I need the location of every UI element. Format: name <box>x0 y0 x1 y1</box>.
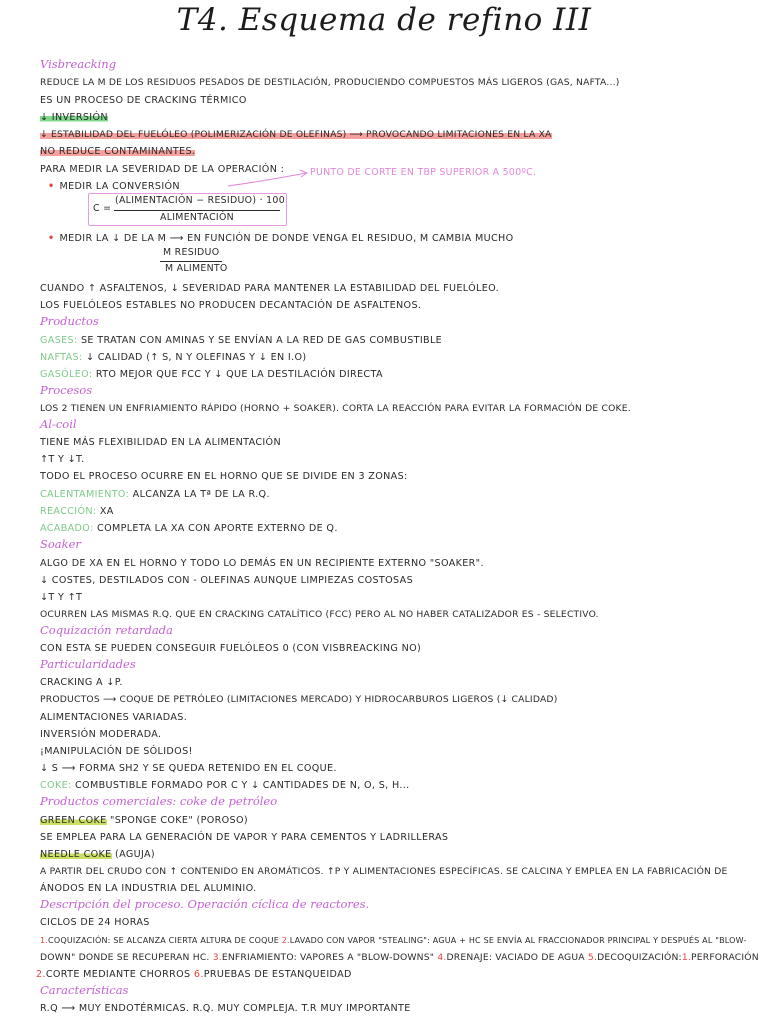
note-line: CALENTAMIENTO: ALCANZA LA Tª DE LA R.Q. <box>40 489 270 500</box>
fraction-bar <box>114 210 280 211</box>
note-line: ↑T Y ↓T. <box>40 454 85 465</box>
bullet-icon: • <box>48 233 55 244</box>
note-line: ↓T Y ↑T <box>40 592 83 603</box>
note-line: COKE: COMBUSTIBLE FORMADO POR C Y ↓ CANTIDADES DE N, O, S, H... <box>40 780 410 791</box>
label-green: REACCIÓN: <box>40 506 97 517</box>
note-line: R.Q ⟶ MUY ENDOTÉRMICAS. R.Q. MUY COMPLEJA. T.R MUY IMPORTANTE <box>40 1003 411 1014</box>
heading-comerciales: Productos comerciales: coke de petróleo <box>40 794 278 808</box>
note-line: GASÓLEO: RTO MEJOR QUE FCC Y ↓ QUE LA DESTILACIÓN DIRECTA <box>40 369 383 380</box>
highlighted-text: NEEDLE COKE <box>40 849 112 860</box>
heading-alcoil: Al-coil <box>40 417 77 431</box>
note-line: ÁNODOS EN LA INDUSTRIA DEL ALUMINIO. <box>40 883 257 894</box>
formula-label: C = <box>93 203 112 214</box>
cycle-steps-line: 1.COQUIZACIÓN: SE ALCANZA CIERTA ALTURA DE COQUE 2.LAVADO CON VAPOR "STEALING": AGUA + HC SE ENVÍA AL FRACCIONADOR PRINCIPAL Y DESPUÉS AL "BLOW- <box>40 936 747 945</box>
note-line: TIENE MÁS FLEXIBILIDAD EN LA ALIMENTACIÓN <box>40 437 281 448</box>
note-line: NAFTAS: ↓ CALIDAD (↑ S, N Y OLEFINAS Y ↓ EN I.O) <box>40 352 307 363</box>
cycle-steps-line: 2.CORTE MEDIANTE CHORROS 6.PRUEBAS DE ESTANQUEIDAD <box>36 969 352 980</box>
heading-particularidades: Particularidades <box>40 657 136 671</box>
highlighted-text: ↓ INVERSIÓN <box>40 112 108 123</box>
label-green: COKE: <box>40 780 72 791</box>
note-line: ↓ COSTES, DESTILADOS CON - OLEFINAS AUNQUE LIMPIEZAS COSTOSAS <box>40 575 414 586</box>
fraction-denominator: Μ ALIMENTO <box>165 263 228 274</box>
heading-visbreaking: Visbreacking <box>40 57 117 71</box>
highlighted-text: NO REDUCE CONTAMINANTES. <box>40 146 196 157</box>
note-line: A PARTIR DEL CRUDO CON ↑ CONTENIDO EN AROMÁTICOS. ↑P Y ALIMENTACIONES ESPECÍFICAS. SE CALCINA Y EMPLEA EN LA FABRICACIÓN DE <box>40 866 728 877</box>
formula-denominator: ALIMENTACIÓN <box>160 212 234 223</box>
heading-soaker: Soaker <box>40 537 81 551</box>
note-line: OCURREN LAS MISMAS R.Q. QUE EN CRACKING CATALÍTICO (FCC) PERO AL NO HABER CATALIZADOR ES - SELECTIVO. <box>40 609 599 620</box>
highlighted-text: ↓ ESTABILIDAD DEL FUELÓLEO (POLIMERIZACIÓN DE OLEFINAS) ⟶ PROVOCANDO LIMITACIONES EN LA XA <box>40 129 552 140</box>
label-green: CALENTAMIENTO: <box>40 489 130 500</box>
note-line: CRACKING A ↓P. <box>40 677 123 688</box>
heading-procesos: Procesos <box>40 383 93 397</box>
note-line: ALGO DE XA EN EL HORNO Y TODO LO DEMÁS EN UN RECIPIENTE EXTERNO "SOAKER". <box>40 558 484 569</box>
heading-productos: Productos <box>40 314 99 328</box>
callout-note: PUNTO DE CORTE EN TBP SUPERIOR A 500ºC. <box>310 167 537 178</box>
note-line: REACCIÓN: XA <box>40 506 114 517</box>
note-line: ACABADO: COMPLETA LA XA CON APORTE EXTERNO DE Q. <box>40 523 338 534</box>
note-line: INVERSIÓN MODERADA. <box>40 729 162 740</box>
bullet-line: • MEDIR LA ↓ DE LA Μ ⟶ EN FUNCIÓN DE DONDE VENGA EL RESIDUO, Μ CAMBIA MUCHO <box>48 233 514 244</box>
label-green: NAFTAS: <box>40 352 83 363</box>
note-line: REDUCE LA Μ DE LOS RESIDUOS PESADOS DE DESTILACIÓN, PRODUCIENDO COMPUESTOS MÁS LIGEROS (GAS, NAFTA...) <box>40 77 620 88</box>
note-line: PRODUCTOS ⟶ COQUE DE PETRÓLEO (LIMITACIONES MERCADO) Y HIDROCARBUROS LIGEROS (↓ CALIDAD) <box>40 694 558 705</box>
note-line: SE EMPLEA PARA LA GENERACIÓN DE VAPOR Y PARA CEMENTOS Y LADRILLERAS <box>40 832 449 843</box>
note-line: TODO EL PROCESO OCURRE EN EL HORNO QUE SE DIVIDE EN 3 ZONAS: <box>40 471 408 482</box>
highlighted-text: GREEN COKE <box>40 815 107 826</box>
note-line: GASES: SE TRATAN CON AMINAS Y SE ENVÍAN A LA RED DE GAS COMBUSTIBLE <box>40 335 443 346</box>
formula-numerator: (ALIMENTACIÓN − RESIDUO) · 100 <box>115 195 285 206</box>
note-line: PARA MEDIR LA SEVERIDAD DE LA OPERACIÓN : <box>40 164 285 175</box>
note-line: ALIMENTACIONES VARIADAS. <box>40 712 188 723</box>
note-line: CICLOS DE 24 HORAS <box>40 917 150 928</box>
heading-caracteristicas: Características <box>40 983 129 997</box>
note-line: CON ESTA SE PUEDEN CONSEGUIR FUELÓLEOS 0 (CON VISBREACKING NO) <box>40 643 422 654</box>
note-line: ↓ S ⟶ FORMA SH2 Y SE QUEDA RETENIDO EN EL COQUE. <box>40 763 337 774</box>
label-green: ACABADO: <box>40 523 94 534</box>
fraction-numerator: Μ RESIDUO <box>163 247 220 258</box>
bullet-icon: • <box>48 181 55 192</box>
page-title: T4. Esquema de refino III <box>176 2 592 38</box>
cycle-steps-line: DOWN" DONDE SE RECUPERAN HC. 3.ENFRIAMIENTO: VAPORES A "BLOW-DOWNS" 4.DRENAJE: VACIADO DE AGUA 5.DECOQUIZACIÓN:1.PERFORACIÓN <box>40 952 759 963</box>
note-line: LOS 2 TIENEN UN ENFRIAMIENTO RÁPIDO (HORNO + SOAKER). CORTA LA REACCIÓN PARA EVITAR LA FORMACIÓN DE COKE. <box>40 403 631 414</box>
label-green: GASES: <box>40 335 78 346</box>
note-line: GREEN COKE "SPONGE COKE" (POROSO) <box>40 815 248 826</box>
fraction-bar <box>160 261 222 262</box>
note-line: NEEDLE COKE (AGUJA) <box>40 849 156 860</box>
note-line: ¡MANIPULACIÓN DE SÓLIDOS! <box>40 746 193 757</box>
heading-descripcion: Descripción del proceso. Operación cíclica de reactores. <box>40 897 370 911</box>
label-green: GASÓLEO: <box>40 369 93 380</box>
bullet-line: • MEDIR LA CONVERSIÓN <box>48 181 180 192</box>
note-line: LOS FUELÓLEOS ESTABLES NO PRODUCEN DECANTACIÓN DE ASFALTENOS. <box>40 300 422 311</box>
note-line: ES UN PROCESO DE CRACKING TÉRMICO <box>40 95 247 106</box>
note-line: CUANDO ↑ ASFALTENOS, ↓ SEVERIDAD PARA MANTENER LA ESTABILIDAD DEL FUELÓLEO. <box>40 283 500 294</box>
heading-coquizacion: Coquización retardada <box>40 623 173 637</box>
